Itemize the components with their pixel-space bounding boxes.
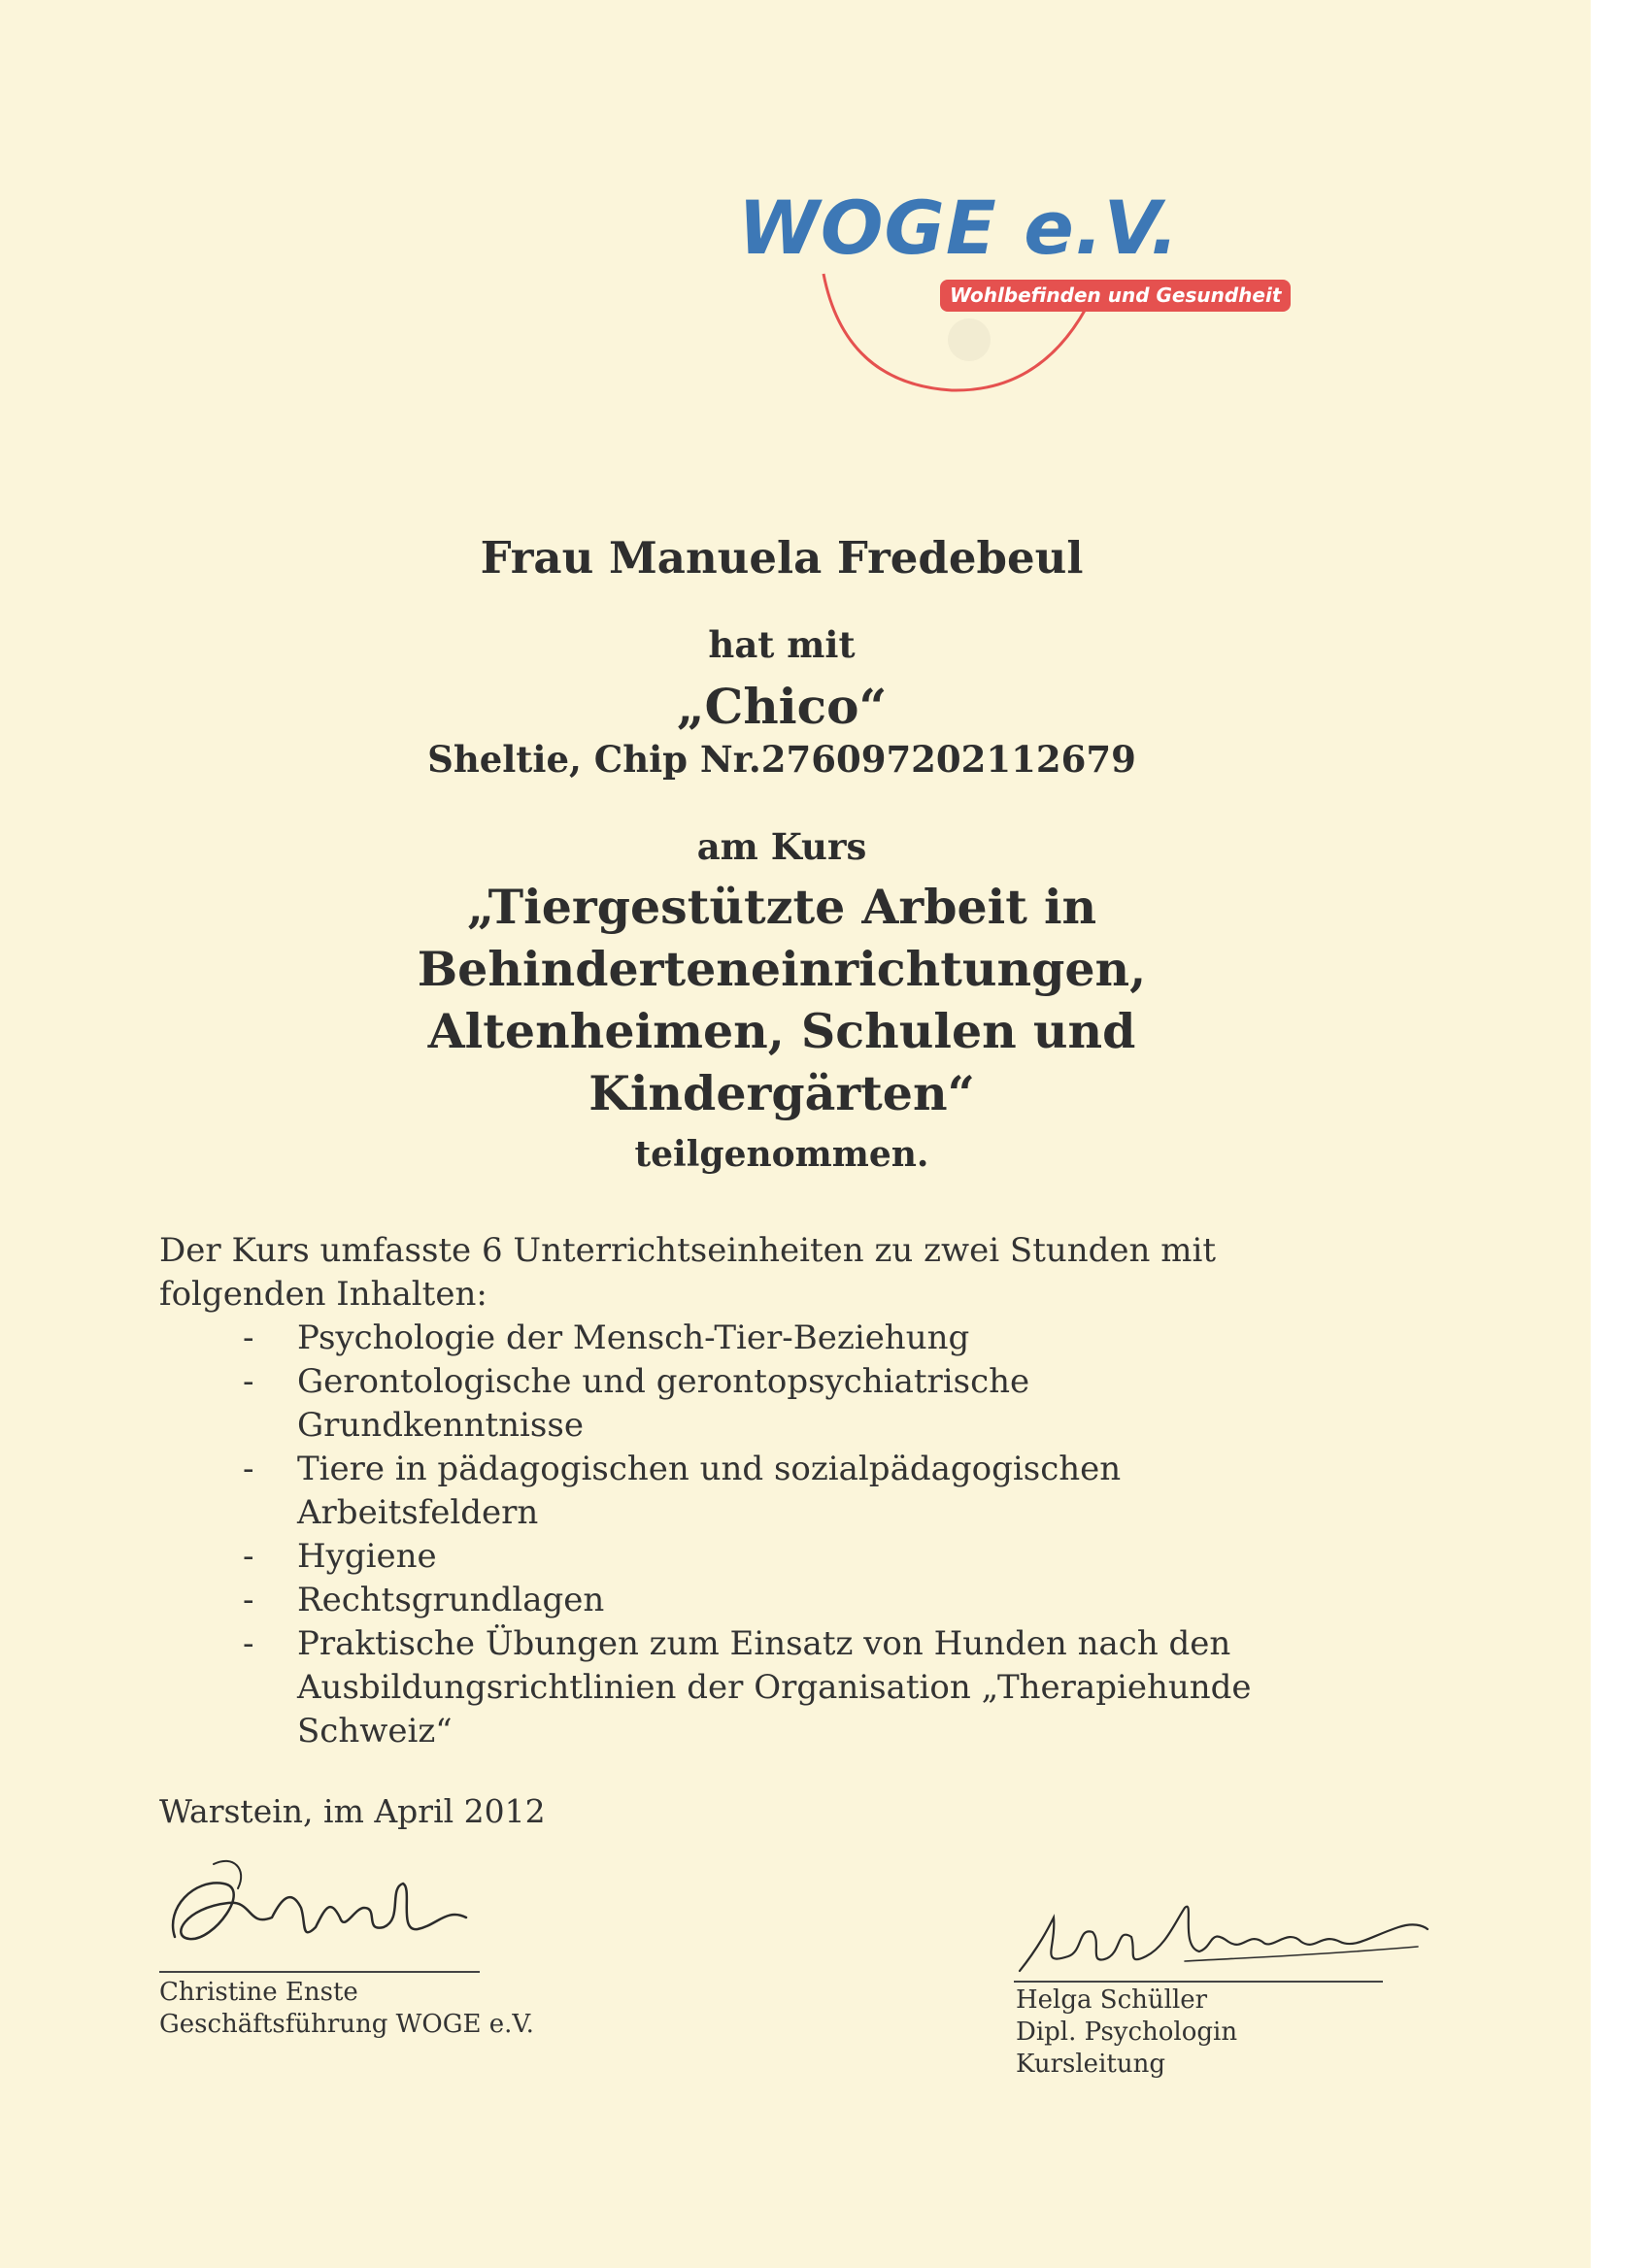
- signatory-left-name: Christine Enste: [159, 1978, 358, 2007]
- course-title-line: Altenheimen, Schulen und: [427, 1003, 1136, 1059]
- signatory-left-role: Geschäftsführung WOGE e.V.: [159, 2010, 534, 2039]
- place-date: Warstein, im April 2012: [159, 1792, 546, 1830]
- topic-line: Arbeitsfeldern: [297, 1493, 539, 1532]
- signature-line-left: [159, 1971, 480, 1973]
- bullet-dash: -: [243, 1450, 254, 1488]
- topic-list: [243, 1317, 1408, 1753]
- recipient-name: Frau Manuela Fredebeul: [480, 532, 1084, 584]
- bullet-dash: -: [243, 1318, 254, 1357]
- bullet-dash: -: [243, 1624, 254, 1663]
- topic-line: Grundkenntnisse: [297, 1406, 584, 1445]
- course-title-line: „Tiergestützte Arbeit in: [466, 879, 1097, 935]
- description-line: Der Kurs umfasste 6 Unterrichtseinheiten zu zwei Stunden mit: [159, 1231, 1217, 1270]
- logo-title: WOGE e.V.: [738, 184, 1180, 271]
- topic-line: Tiere in pädagogischen und sozialpädagogischen: [297, 1450, 1122, 1488]
- topic-line: Rechtsgrundlagen: [297, 1581, 605, 1619]
- topic-item: [243, 1579, 1408, 1622]
- topic-item: [243, 1448, 1408, 1535]
- am-kurs-text: am Kurs: [696, 825, 867, 868]
- bullet-dash: -: [243, 1362, 254, 1401]
- signatory-right-role: Dipl. Psychologin: [1016, 2018, 1238, 2047]
- topic-line: Psychologie der Mensch-Tier-Beziehung: [297, 1318, 970, 1357]
- topic-item: [243, 1622, 1408, 1753]
- dog-info: Sheltie, Chip Nr.276097202112679: [427, 738, 1136, 781]
- signature-enste: [155, 1850, 486, 1976]
- signatory-left: [159, 1977, 534, 2041]
- topic-item: [243, 1360, 1408, 1448]
- bullet-dash: -: [243, 1537, 254, 1576]
- course-title: [291, 876, 1272, 1124]
- topic-line: Hygiene: [297, 1537, 437, 1576]
- topic-line: Ausbildungsrichtlinien der Organisation „Therapiehunde: [297, 1668, 1252, 1707]
- signatory-right: [1016, 1984, 1237, 2081]
- dog-name: „Chico“: [676, 678, 888, 735]
- signatory-right-name: Helga Schüller: [1016, 1985, 1208, 2015]
- topic-item: [243, 1317, 1408, 1360]
- topic-line: Gerontologische und gerontopsychiatrische: [297, 1362, 1030, 1401]
- signatory-right-role2: Kursleitung: [1016, 2050, 1165, 2079]
- scan-edge: [1591, 0, 1647, 2268]
- course-title-line: Behinderteneinrichtungen,: [417, 941, 1147, 997]
- signature-line-right: [1014, 1981, 1383, 1983]
- hat-mit-text: hat mit: [708, 623, 856, 666]
- description-line: folgenden Inhalten:: [159, 1275, 487, 1314]
- teilgenommen-text: teilgenommen.: [634, 1134, 929, 1175]
- course-description: [159, 1229, 1373, 1317]
- signature-schueller: [1010, 1888, 1437, 1995]
- bullet-dash: -: [243, 1581, 254, 1619]
- topic-line: Schweiz“: [297, 1712, 453, 1751]
- woge-logo: [728, 184, 1330, 417]
- course-title-line: Kindergärten“: [588, 1065, 975, 1121]
- topic-line: Praktische Übungen zum Einsatz von Hunden nach den: [297, 1624, 1231, 1663]
- logo-tagline: Wohlbefinden und Gesundheit: [940, 280, 1291, 312]
- topic-item: [243, 1535, 1408, 1579]
